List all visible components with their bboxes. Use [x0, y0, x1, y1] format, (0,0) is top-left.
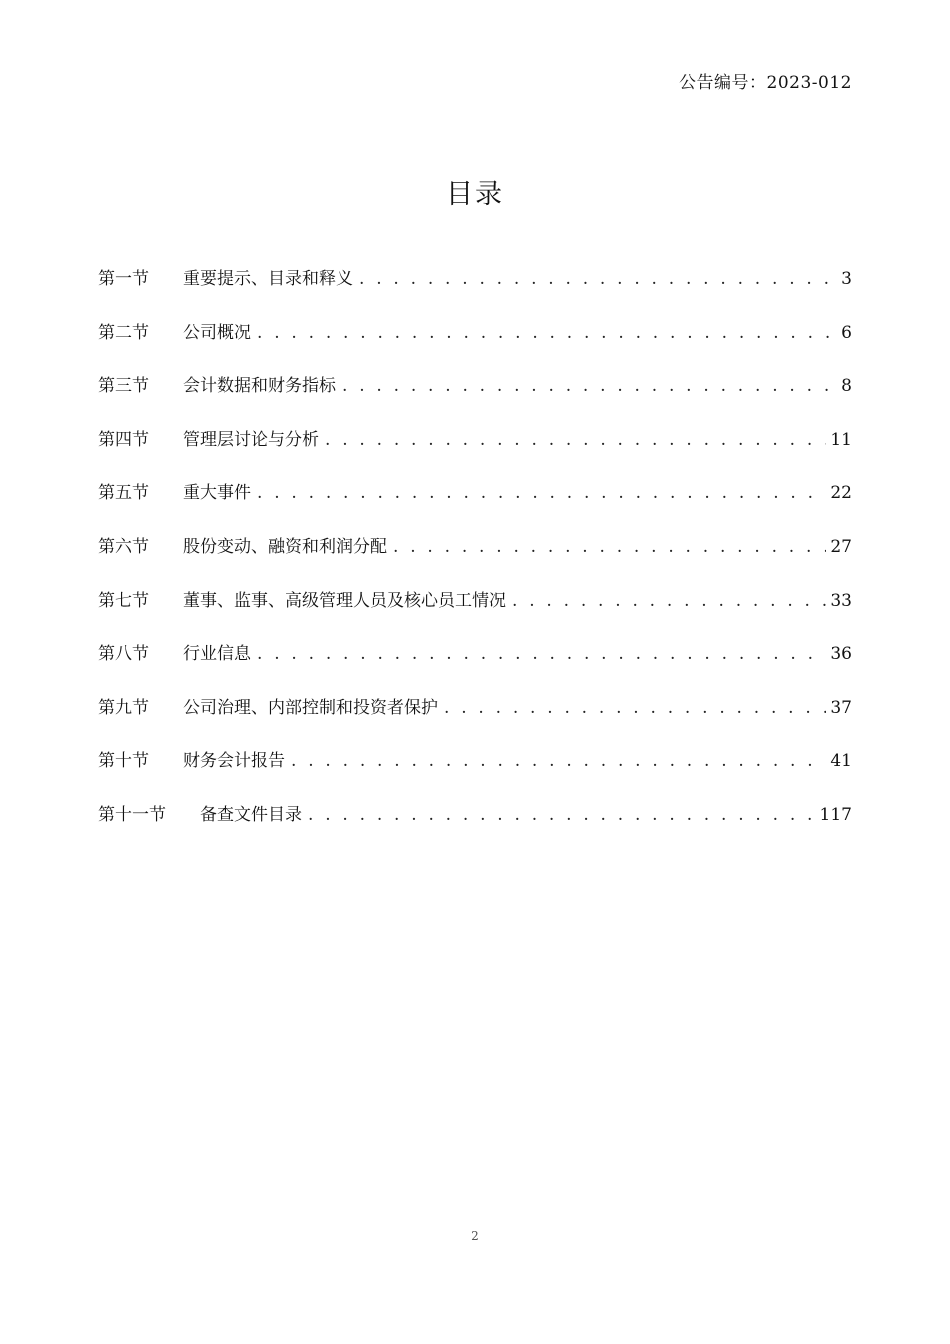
toc-entry-11[interactable]	[98, 800, 852, 854]
toc-page-number: 36	[830, 644, 852, 665]
toc-section-title: 董事、监事、高级管理人员及核心员工情况	[183, 590, 506, 611]
toc-section-title: 管理层讨论与分析	[183, 429, 319, 450]
toc-section-number: 第三节	[98, 376, 149, 397]
toc-section-number: 第一节	[98, 269, 149, 289]
toc-dot-leader	[308, 805, 816, 825]
toc-section-title: 股份变动、融资和利润分配	[183, 536, 387, 557]
toc-page-number: 117	[819, 804, 852, 825]
toc-page-number: 33	[830, 590, 852, 611]
toc-dot-leader	[257, 323, 837, 343]
toc-page-number: 27	[830, 536, 852, 557]
toc-section-number: 第十一节	[98, 804, 166, 825]
toc-dot-leader	[512, 591, 826, 611]
toc-section-number: 第二节	[98, 322, 149, 343]
toc-section-title: 重要提示、目录和释义	[183, 269, 353, 289]
toc-entry-5[interactable]	[98, 478, 852, 532]
toc-dot-leader	[342, 376, 837, 396]
toc-section-title: 备查文件目录	[200, 804, 302, 825]
toc-entry-1[interactable]	[98, 264, 852, 318]
toc-page-number: 37	[830, 697, 852, 718]
toc-section-title: 公司治理、内部控制和投资者保护	[183, 697, 438, 718]
toc-entry-6[interactable]	[98, 532, 852, 586]
toc-dot-leader	[444, 698, 826, 718]
announcement-number: 公告编号：2023-012	[679, 73, 852, 93]
toc-entry-4[interactable]	[98, 425, 852, 479]
toc-dot-leader	[257, 483, 826, 503]
toc-entry-10[interactable]	[98, 746, 852, 800]
toc-dot-leader	[291, 751, 826, 771]
toc-entry-9[interactable]	[98, 693, 852, 747]
page-title: 目录	[446, 179, 504, 210]
toc-section-title: 公司概况	[183, 322, 251, 343]
toc-entry-7[interactable]	[98, 586, 852, 640]
toc-entry-2[interactable]	[98, 318, 852, 372]
toc-dot-leader	[325, 430, 826, 450]
toc-section-title: 会计数据和财务指标	[183, 376, 336, 397]
toc-page-number: 6	[841, 322, 852, 343]
toc-page-number: 22	[830, 483, 852, 504]
toc-section-number: 第十节	[98, 751, 149, 772]
toc-section-title: 重大事件	[183, 483, 251, 504]
toc-dot-leader	[257, 644, 826, 664]
toc-entry-8[interactable]	[98, 639, 852, 693]
toc-section-number: 第四节	[98, 429, 149, 450]
toc-page-number: 8	[841, 376, 852, 397]
toc-section-number: 第六节	[98, 536, 149, 557]
toc-section-title: 行业信息	[183, 644, 251, 665]
toc-page-number: 41	[830, 751, 852, 772]
page-number-footer: 2	[471, 1229, 479, 1243]
toc-page-number: 3	[841, 269, 852, 289]
toc-section-number: 第七节	[98, 590, 149, 611]
toc-section-title: 财务会计报告	[183, 751, 285, 772]
toc-dot-leader	[393, 537, 826, 557]
toc-page-number: 11	[830, 429, 852, 450]
toc-dot-leader	[359, 269, 837, 289]
toc-section-number: 第五节	[98, 483, 149, 504]
toc-section-number: 第九节	[98, 697, 149, 718]
table-of-contents	[98, 264, 852, 854]
toc-entry-3[interactable]	[98, 371, 852, 425]
toc-section-number: 第八节	[98, 644, 149, 665]
